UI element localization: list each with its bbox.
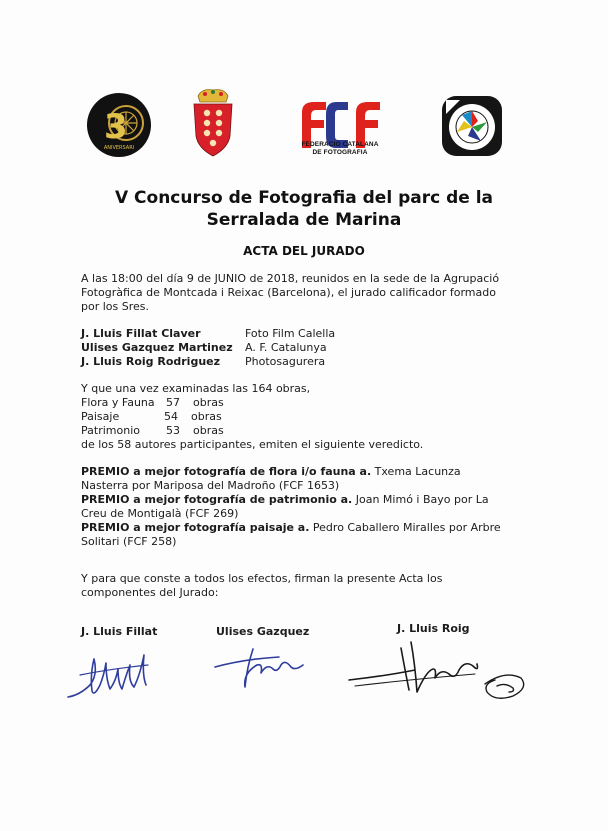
prize-2-winner: Joan Mimó i Bayo por La bbox=[352, 493, 489, 506]
prize-3-heading: PREMIO a mejor fotografía paisaje a. bbox=[81, 521, 310, 534]
page-title-line2: Serralada de Marina bbox=[206, 210, 402, 230]
prize-1-line2: Nasterra por Mariposa del Madroño (FCF 1653) bbox=[81, 479, 340, 492]
category-count-1: 57 bbox=[166, 396, 180, 409]
camera-aperture-icon bbox=[440, 94, 504, 158]
authors-line: de los 58 autores participantes, emiten el siguiente veredicto. bbox=[81, 438, 424, 451]
category-count-3: 53 bbox=[166, 424, 180, 437]
fcf-caption-line1: FEDERACIÓ CATALANA bbox=[301, 141, 379, 148]
anniversary-30-logo bbox=[86, 92, 152, 158]
signature-name-1: J. Lluis Fillat bbox=[81, 625, 158, 638]
page-title-line1: V Concurso de Fotografia del parc de la bbox=[114, 188, 494, 208]
closing-line-1: Y para que conste a todos los efectos, firman la presente Acta los bbox=[81, 572, 443, 585]
prize-2-heading: PREMIO a mejor fotografía de patrimonio a. bbox=[81, 493, 353, 506]
closing-line-2: componentes del Jurado: bbox=[81, 586, 219, 599]
category-label-1: Flora y Fauna bbox=[81, 396, 155, 409]
signature-3 bbox=[345, 630, 535, 710]
prize-2-line2: Creu de Montigalà (FCF 269) bbox=[81, 507, 239, 520]
category-label-3: Patrimonio bbox=[81, 424, 140, 437]
prize-3-line1 bbox=[81, 521, 501, 535]
intro-line-2: Fotogràfica de Montcada i Reixac (Barcelona), el jurado calificador formado bbox=[81, 286, 496, 299]
svg-text:3: 3 bbox=[104, 107, 128, 147]
jury-name-3: J. Lluis Roig Rodriguez bbox=[81, 355, 221, 368]
jury-org-3: Photosagurera bbox=[245, 355, 326, 368]
fcf-caption-line2: DE FOTOGRAFIA bbox=[312, 149, 368, 156]
intro-line-3: por los Sres. bbox=[81, 300, 150, 313]
signature-2 bbox=[205, 643, 315, 691]
examined-line: Y que una vez examinadas las 164 obras, bbox=[81, 382, 311, 395]
intro-line-1: A las 18:00 del día 9 de JUNIO de 2018, reunidos en la sede de la Agrupació bbox=[81, 272, 500, 285]
jury-org-1: Foto Film Calella bbox=[245, 327, 336, 340]
prize-1-heading: PREMIO a mejor fotografía de flora i/o fauna a. bbox=[81, 465, 372, 478]
shield-icon bbox=[190, 86, 236, 158]
prize-1-winner: Txema Lacunza bbox=[371, 465, 461, 478]
jury-name-2: Ulises Gazquez Martinez bbox=[81, 341, 233, 354]
prize-2-line1 bbox=[81, 493, 489, 507]
category-unit-2: obras bbox=[191, 410, 222, 423]
category-label-2: Paisaje bbox=[81, 410, 120, 423]
prize-3-line2: Solitari (FCF 258) bbox=[81, 535, 177, 548]
signature-1 bbox=[60, 645, 160, 705]
svg-text:ANIVERSARI: ANIVERSARI bbox=[103, 145, 135, 151]
prize-1-line1 bbox=[81, 465, 461, 479]
category-unit-3: obras bbox=[193, 424, 224, 437]
document-subtitle: ACTA DEL JURADO bbox=[243, 244, 365, 258]
signature-name-3: J. Lluis Roig bbox=[397, 622, 470, 635]
jury-org-2: A. F. Catalunya bbox=[245, 341, 327, 354]
jury-name-1: J. Lluis Fillat Claver bbox=[81, 327, 201, 340]
signature-name-2: Ulises Gazquez bbox=[216, 625, 310, 638]
prize-3-winner: Pedro Caballero Miralles por Arbre bbox=[309, 521, 501, 534]
category-count-2: 54 bbox=[164, 410, 178, 423]
category-unit-1: obras bbox=[193, 396, 224, 409]
